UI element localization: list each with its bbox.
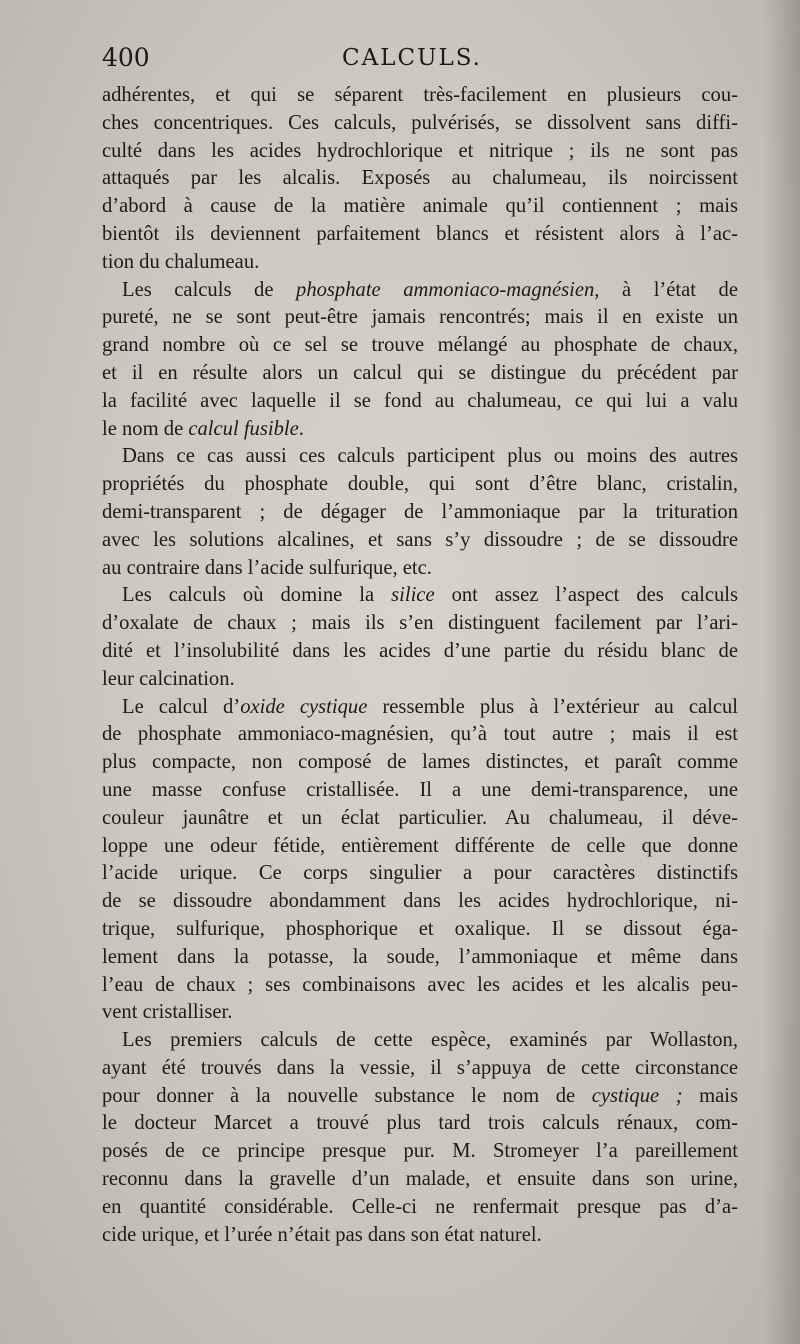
line-text-after: ont assez l’aspect des calculs (434, 584, 738, 607)
text-line (102, 638, 738, 666)
running-title: CALCULS. (342, 45, 482, 71)
line-text: propriétés du phosphate double, qui sont d’être blanc, cristalin, (102, 473, 738, 496)
text-line (102, 972, 738, 1000)
line-text: reconnu dans la gravelle d’un malade, et ensuite dans son urine, (102, 1168, 738, 1191)
line-text: couleur jaunâtre et un éclat particulier. Au chalumeau, il déve- (102, 806, 738, 829)
line-text: d’abord à cause de la matière animale qu’il contiennent ; mais (102, 195, 738, 218)
line-text-before: Le calcul d’ (122, 695, 241, 718)
text-line (102, 916, 738, 944)
line-text: l’eau de chaux ; ses combinaisons avec les acides et les alcalis peu- (102, 973, 738, 996)
text-line (102, 443, 738, 471)
text-line (102, 110, 738, 138)
text-line (102, 777, 738, 805)
italic-term: oxide cystique (240, 695, 368, 718)
text-line (102, 416, 738, 444)
text-line (102, 694, 738, 722)
line-text: au contraire dans l’acide sulfurique, etc. (102, 556, 432, 579)
line-text: avec les solutions alcalines, et sans s’y dissoudre ; de se dissoudre (102, 528, 738, 551)
text-line (102, 555, 738, 583)
line-text: vent cristalliser. (102, 1001, 233, 1024)
line-text: et il en résulte alors un calcul qui se distingue du précédent par (102, 361, 738, 384)
line-text: lement dans la potasse, la soude, l’ammoniaque et même dans (102, 945, 738, 968)
text-line (102, 82, 738, 110)
text-line (102, 1083, 738, 1111)
text-line (102, 193, 738, 221)
text-line (102, 749, 738, 777)
page-number: 400 (102, 43, 150, 72)
line-text: Les premiers calculs de cette espèce, examinés par Wollaston, (122, 1029, 738, 1052)
page-header (102, 42, 738, 82)
text-line (102, 833, 738, 861)
italic-term: calcul fusible (188, 417, 299, 440)
line-text: plus compacte, non composé de lames distinctes, et paraît comme (102, 751, 738, 774)
line-text-before: Les calculs de (122, 278, 297, 301)
line-text: en quantité considérable. Celle-ci ne renfermait presque pas d’a- (102, 1195, 738, 1218)
text-line (102, 304, 738, 332)
line-text: grand nombre où ce sel se trouve mélangé au phosphate de chaux, (102, 334, 738, 357)
text-line (102, 944, 738, 972)
text-line (102, 527, 738, 555)
text-line (102, 1055, 738, 1083)
line-text: de se dissoudre abondamment dans les acides hydrochlorique, ni- (102, 890, 738, 913)
line-text: la facilité avec laquelle il se fond au chalumeau, ce qui lui a valu (102, 389, 738, 412)
line-text: tion du chalumeau. (102, 250, 260, 273)
line-text: trique, sulfurique, phosphorique et oxalique. Il se dissout éga- (102, 917, 738, 940)
italic-term: silice (391, 584, 435, 607)
italic-term: phosphate ammoniaco-magnésien (296, 278, 595, 301)
text-line (102, 999, 738, 1027)
line-text: pureté, ne se sont peut-être jamais rencontrés; mais il en existe un (102, 306, 738, 329)
text-line (102, 1138, 738, 1166)
text-line (102, 666, 738, 694)
line-text: adhérentes, et qui se séparent très-facilement en plusieurs cou- (102, 84, 738, 106)
text-line (102, 388, 738, 416)
text-line (102, 471, 738, 499)
text-line (102, 1110, 738, 1138)
text-line (102, 721, 738, 749)
text-line (102, 610, 738, 638)
line-text: cide urique, et l’urée n’était pas dans son état naturel. (102, 1223, 542, 1246)
text-line (102, 1166, 738, 1194)
line-text: Dans ce cas aussi ces calculs participent plus ou moins des autres (122, 445, 738, 468)
text-line (102, 582, 738, 610)
text-line (102, 360, 738, 388)
line-text: une masse confuse cristallisée. Il a une demi-transparence, une (102, 778, 738, 801)
line-text: ayant été trouvés dans la vessie, il s’appuya de cette circonstance (102, 1056, 738, 1079)
text-line (102, 1027, 738, 1055)
line-text: d’oxalate de chaux ; mais ils s’en distinguent facilement par l’ari- (102, 612, 738, 635)
line-text: ches concentriques. Ces calculs, pulvérisés, se dissolvent sans diffi- (102, 111, 738, 134)
line-text: loppe une odeur fétide, entièrement différente de celle que donne (102, 834, 738, 857)
italic-term: cystique ; (591, 1084, 683, 1107)
line-text-before: le nom de (102, 417, 189, 440)
text-line (102, 138, 738, 166)
line-text-after: , à l’état de (594, 278, 738, 301)
line-text: demi-transparent ; de dégager de l’ammoniaque par la trituration (102, 500, 738, 523)
text-line (102, 249, 738, 277)
body-text (102, 82, 738, 1249)
text-line (102, 805, 738, 833)
text-line (102, 165, 738, 193)
line-text: attaqués par les alcalis. Exposés au chalumeau, ils noircissent (102, 167, 738, 190)
text-line (102, 1222, 738, 1250)
line-text: leur calcination. (102, 667, 235, 690)
line-text-after: . (298, 417, 304, 440)
line-text: posés de ce principe presque pur. M. Stromeyer l’a pareillement (102, 1140, 738, 1163)
text-line (102, 888, 738, 916)
line-text-before: pour donner à la nouvelle substance le nom de (102, 1084, 592, 1107)
line-text-after: ressemble plus à l’extérieur au calcul (367, 695, 738, 718)
text-line (102, 499, 738, 527)
text-line (102, 221, 738, 249)
line-text: bientôt ils deviennent parfaitement blancs et résistent alors à l’ac- (102, 222, 738, 245)
line-text: le docteur Marcet a trouvé plus tard trois calculs rénaux, com- (102, 1112, 738, 1135)
text-line (102, 860, 738, 888)
line-text-before: Les calculs où domine la (122, 584, 392, 607)
text-line (102, 1194, 738, 1222)
page-edge-shadow (764, 0, 800, 1344)
text-line (102, 277, 738, 305)
line-text: culté dans les acides hydrochlorique et nitrique ; ils ne sont pas (102, 139, 738, 162)
line-text: l’acide urique. Ce corps singulier a pour caractères distinctifs (102, 862, 738, 885)
line-text-after: mais (682, 1084, 738, 1107)
line-text: dité et l’insolubilité dans les acides d’une partie du résidu blanc de (102, 639, 738, 662)
text-line (102, 332, 738, 360)
line-text: de phosphate ammoniaco-magnésien, qu’à tout autre ; mais il est (102, 723, 738, 746)
